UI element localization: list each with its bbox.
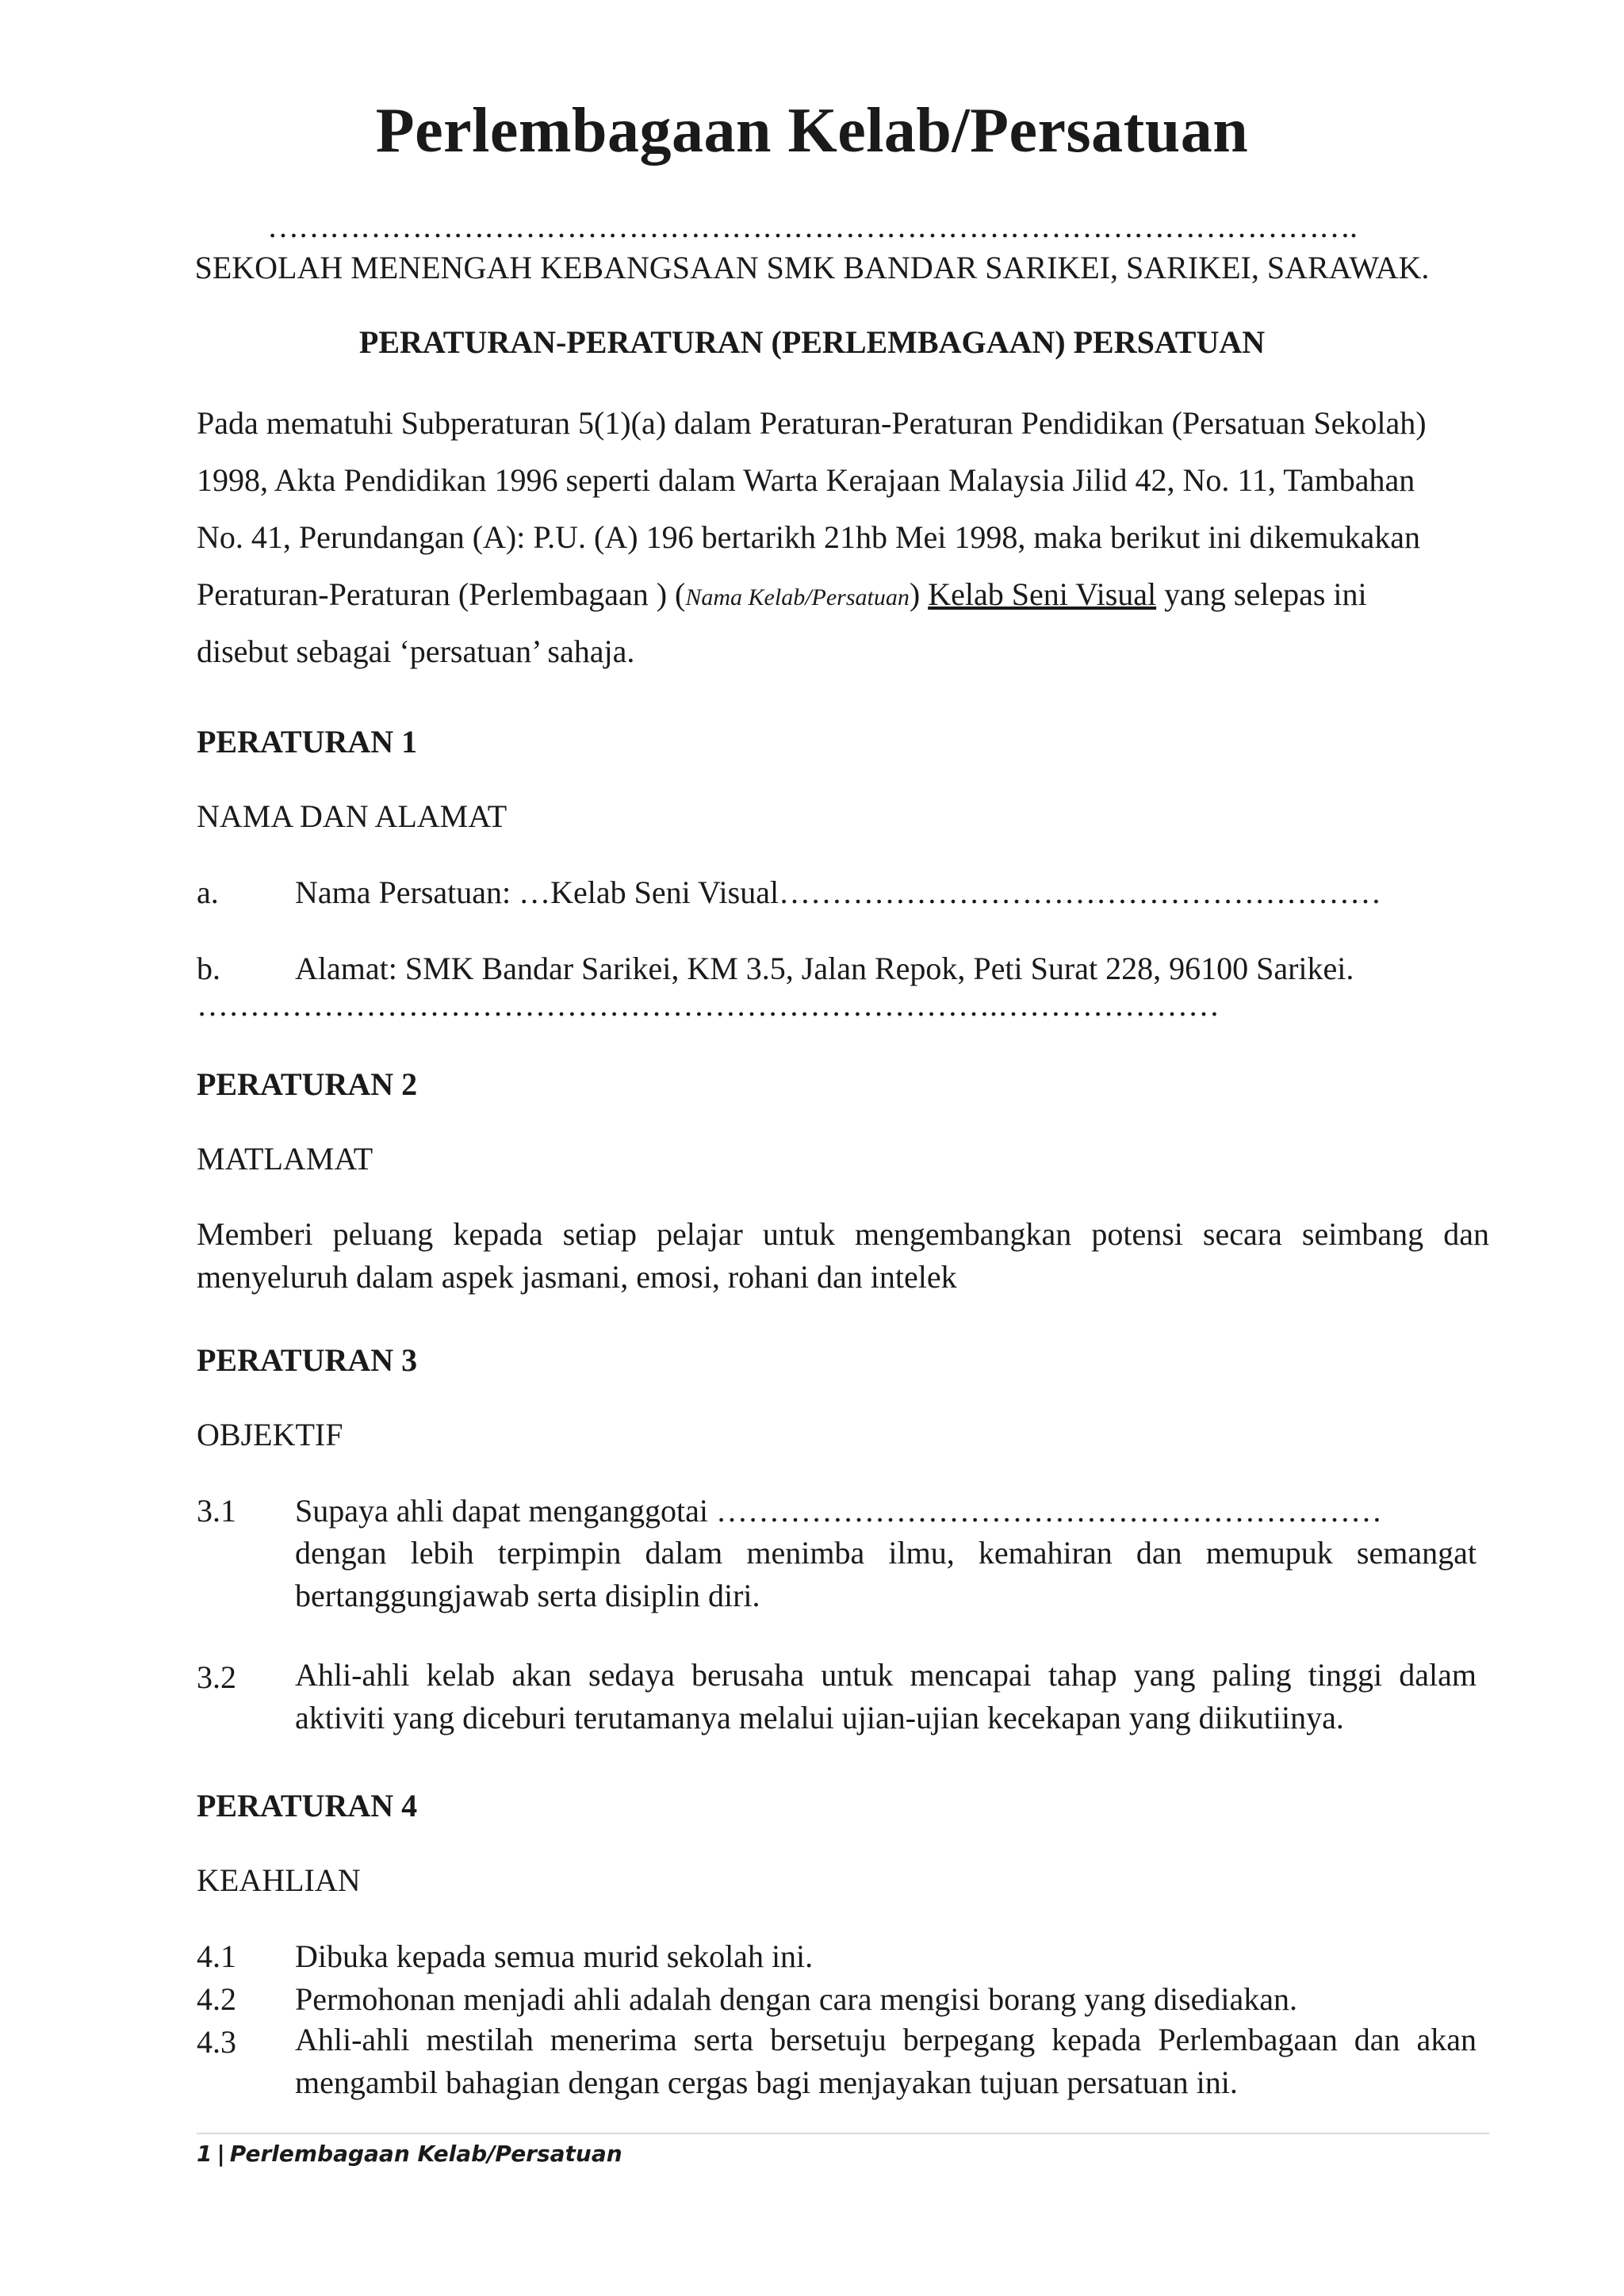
item-b-dots: ………………………………………………………………….………………… [197,987,1220,1023]
school-name: SEKOLAH MENENGAH KEBANGSAAN SMK BANDAR SARIKEI, SARIKEI, SARAWAK. [194,250,1430,285]
club-name-hint: Nama Kelab/Persatuan [685,584,910,610]
peraturan-1-subheading: NAMA DAN ALAMAT [197,798,508,834]
club-name: Kelab Seni Visual [928,576,1157,612]
peraturan-3-subheading: OBJEKTIF [197,1417,343,1452]
intro-line-3: No. 41, Perundangan (A): P.U. (A) 196 bertarikh 21hb Mei 1998, maka berikut ini dikemukakan [197,519,1421,555]
document-title: Perlembagaan Kelab/Persatuan [375,96,1249,166]
item-3-2-text: Ahli-ahli kelab akan sedaya berusaha untuk mencapai tahap yang paling tinggi dalam aktiviti yang diceburi terutamanya melalui ujian-ujian kecekapan yang diikutiinya. [295,1657,1477,1735]
item-3-2-label: 3.2 [197,1659,236,1695]
item-4-2-label: 4.2 [197,1981,236,2017]
intro-line-4-end: yang selepas ini [1156,576,1367,612]
footer-separator: | [216,2141,225,2167]
peraturan-2-text: Memberi peluang kepada setiap pelajar untuk mengembangkan potensi secara seimbang dan menyeluruh dalam aspek jasmani, emosi, rohani dan intelek [197,1216,1489,1295]
peraturan-2-subheading: MATLAMAT [197,1141,373,1177]
intro-line-2: 1998, Akta Pendidikan 1996 seperti dalam Warta Kerajaan Malaysia Jilid 42, No. 11, Tambahan [197,462,1415,498]
intro-line-4-close: ) [909,576,929,612]
item-a-text: Nama Persatuan: …Kelab Seni Visual………………………………………………… [295,874,1382,910]
fill-in-dots: ……………………………………………………………………………………………. [267,209,1357,244]
page-footer [197,2141,622,2167]
footer-title: Perlembagaan Kelab/Persatuan [229,2141,622,2167]
item-3-1-line-1: Supaya ahli dapat menganggotai ……………………………………………………… [295,1493,1382,1529]
intro-line-4-start: Peraturan-Peraturan (Perlembagaan ) ( [197,576,686,612]
item-a-label: a. [197,874,219,910]
footer-divider [197,2133,1489,2134]
item-4-3-text: Ahli-ahli mestilah menerima serta bersetuju berpegang kepada Perlembagaan dan akan mengambil bahagian dengan cergas bagi menjayakan tujuan persatuan ini. [295,2022,1477,2100]
document-subtitle: PERATURAN-PERATURAN (PERLEMBAGAAN) PERSATUAN [358,324,1266,360]
page-number: 1 [197,2141,213,2167]
peraturan-4-subheading: KEAHLIAN [197,1862,361,1898]
intro-line-4 [197,576,1367,613]
item-3-1-text: dengan lebih terpimpin dalam menimba ilmu, kemahiran dan memupuk semangat bertanggungjawab serta disiplin diri. [295,1535,1477,1613]
peraturan-2-heading: PERATURAN 2 [197,1066,418,1102]
peraturan-4-heading: PERATURAN 4 [197,1788,418,1823]
item-4-1-label: 4.1 [197,1938,236,1974]
item-4-1-text: Dibuka kepada semua murid sekolah ini. [295,1938,814,1974]
item-4-2-text: Permohonan menjadi ahli adalah dengan cara mengisi borang yang disediakan. [295,1981,1298,2017]
item-b-text: Alamat: SMK Bandar Sarikei, KM 3.5, Jalan Repok, Peti Surat 228, 96100 Sarikei. [295,951,1354,986]
peraturan-3-heading: PERATURAN 3 [197,1342,418,1378]
item-3-1-label: 3.1 [197,1493,236,1529]
intro-line-5: disebut sebagai ‘persatuan’ sahaja. [197,633,635,669]
item-b-label: b. [197,951,220,986]
item-4-3-label: 4.3 [197,2024,236,2060]
peraturan-1-heading: PERATURAN 1 [197,724,418,760]
intro-line-1: Pada mematuhi Subperaturan 5(1)(a) dalam Peraturan-Peraturan Pendidikan (Persatuan Sekolah) [197,405,1427,441]
